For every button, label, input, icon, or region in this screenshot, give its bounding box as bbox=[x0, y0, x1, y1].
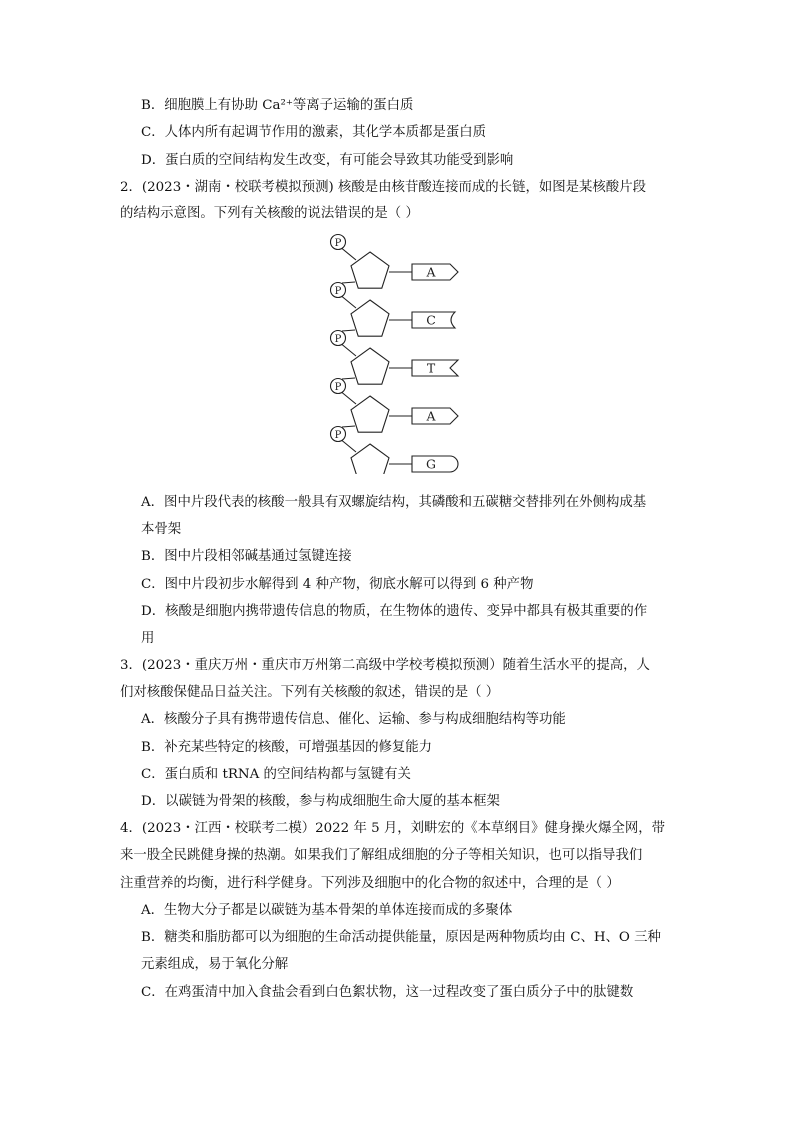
q1-option-d: D．蛋白质的空间结构发生改变，有可能会导致其功能受到影响 bbox=[141, 153, 514, 168]
q3-option-c: C．蛋白质和 tRNA 的空间结构都与氢键有关 bbox=[141, 767, 411, 782]
q2-option-c: C．图中片段初步水解得到 4 种产物，彻底水解可以得到 6 种产物 bbox=[141, 577, 534, 592]
q3-stem-line2: 们对核酸保健品日益关注。下列有关核酸的叙述，错误的是（ ） bbox=[120, 685, 500, 700]
phosphate-sugar-bond bbox=[342, 393, 356, 405]
phosphate-sugar-bond bbox=[342, 441, 356, 453]
phosphate-label: P bbox=[334, 429, 342, 441]
phosphate-label: P bbox=[334, 381, 342, 393]
q1-option-c: C．人体内所有起调节作用的激素，其化学本质都是蛋白质 bbox=[141, 125, 487, 140]
sugar-phosphate-bond bbox=[342, 330, 355, 331]
q3-option-b: B．补充某些特定的核酸，可增强基因的修复能力 bbox=[141, 740, 433, 755]
sugar-phosphate-bond bbox=[342, 378, 355, 379]
q4-stem-line3: 注重营养的均衡，进行科学健身。下列涉及细胞中的化合物的叙述中，合理的是（ ） bbox=[120, 876, 620, 891]
q1-option-b: B．细胞膜上有协助 Ca²⁺等离子运输的蛋白质 bbox=[141, 98, 414, 113]
q4-stem-line2: 来一股全民跳健身操的热潮。如果我们了解组成细胞的分子等相关知识，也可以指导我们 bbox=[120, 848, 643, 863]
pentose-sugar bbox=[351, 348, 389, 384]
base-label: G bbox=[426, 456, 436, 472]
pentose-sugar bbox=[351, 396, 389, 432]
phosphate-sugar-bond bbox=[342, 297, 356, 309]
q2-option-a-line2: 本骨架 bbox=[141, 522, 182, 537]
q2-option-d-line1: D．核酸是细胞内携带遗传信息的物质，在生物体的遗传、变异中都具有极其重要的作 bbox=[141, 604, 648, 619]
phosphate-sugar-bond bbox=[342, 345, 356, 357]
q3-stem-line1: 3．(2023・重庆万州・重庆市万州第二高级中学校考模拟预测）随着生活水平的提高，人 bbox=[120, 658, 650, 673]
nucleic-acid-diagram bbox=[320, 228, 470, 474]
base-label: A bbox=[426, 408, 436, 424]
phosphate-label: P bbox=[334, 285, 342, 297]
q2-option-b: B．图中片段相邻碱基通过氢键连接 bbox=[141, 549, 352, 564]
q2-stem-line1: 2．(2023・湖南・校联考模拟预测) 核酸是由核苷酸连接而成的长链，如图是某核酸片段 bbox=[120, 180, 646, 195]
q2-stem-line2: 的结构示意图。下列有关核酸的说法错误的是（ ） bbox=[120, 206, 419, 221]
base-label: C bbox=[426, 312, 436, 328]
q2-option-d-line2: 用 bbox=[141, 631, 155, 646]
phosphate-label: P bbox=[334, 237, 342, 249]
q4-option-b-line2: 元素组成，易于氧化分解 bbox=[141, 957, 289, 972]
phosphate-sugar-bond bbox=[342, 249, 356, 261]
pentose-sugar bbox=[351, 252, 389, 288]
q4-option-b-line1: B．糖类和脂肪都可以为细胞的生命活动提供能量，原因是两种物质均由 C、H、O 三种 bbox=[141, 930, 661, 945]
q3-option-a: A．核酸分子具有携带遗传信息、催化、运输、参与构成细胞结构等功能 bbox=[141, 712, 566, 727]
q2-option-a-line1: A．图中片段代表的核酸一般具有双螺旋结构，其磷酸和五碳糖交替排列在外侧构成基 bbox=[141, 495, 647, 510]
sugar-phosphate-bond bbox=[342, 426, 355, 427]
pentose-sugar bbox=[351, 300, 389, 336]
sugar-phosphate-bond bbox=[342, 282, 355, 283]
q4-option-a: A．生物大分子都是以碳链为基本骨架的单体连接而成的多聚体 bbox=[141, 903, 513, 918]
q3-option-d: D．以碳链为骨架的核酸，参与构成细胞生命大厦的基本框架 bbox=[141, 794, 500, 809]
pentose-sugar bbox=[351, 444, 389, 474]
base-label: A bbox=[426, 264, 436, 280]
q4-stem-line1: 4．(2023・江西・校联考二模）2022 年 5 月，刘畊宏的《本草纲目》健身操火爆全网，带 bbox=[120, 821, 666, 836]
phosphate-label: P bbox=[334, 333, 342, 345]
base-label: T bbox=[426, 360, 436, 376]
q4-option-c: C．在鸡蛋清中加入食盐会看到白色絮状物，这一过程改变了蛋白质分子中的肽键数 bbox=[141, 985, 634, 1000]
